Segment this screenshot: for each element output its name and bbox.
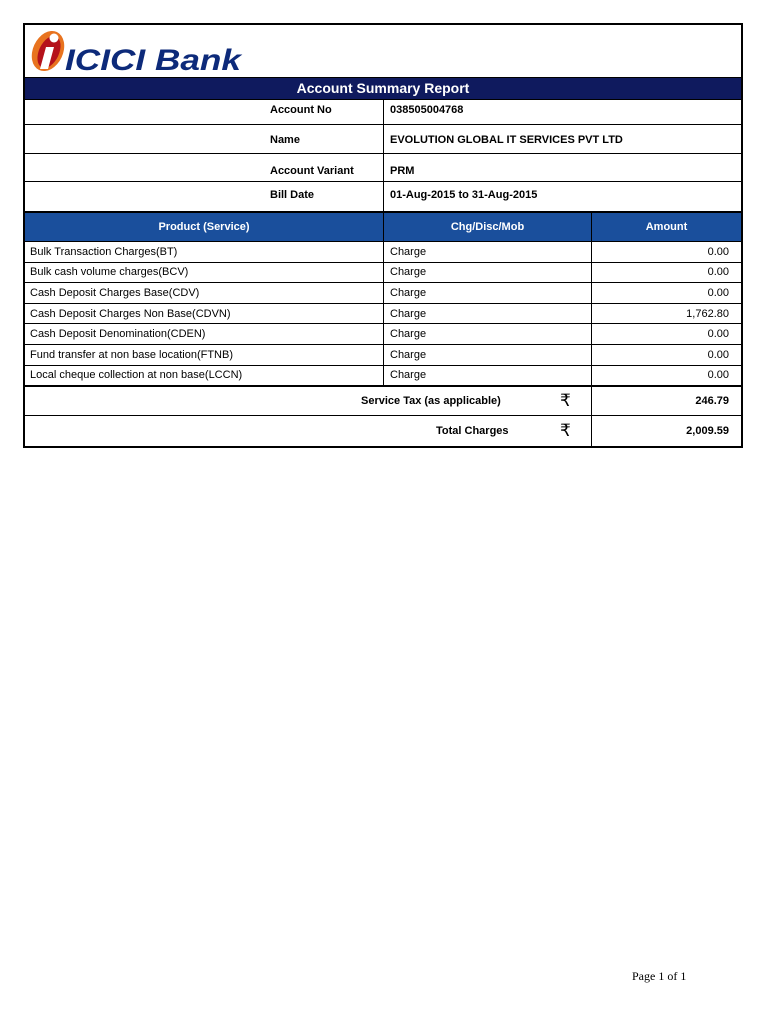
icici-bank-logo [28, 28, 243, 74]
bill-date-value: 01-Aug-2015 to 31-Aug-2015 [390, 189, 538, 201]
table-row [25, 344, 741, 365]
column-header-product: Product (Service) [25, 213, 384, 241]
bill-date-label: Bill Date [270, 189, 315, 201]
account-variant-label: Account Variant [270, 165, 354, 177]
table-row [25, 365, 741, 386]
total-charges-row [25, 415, 741, 446]
type-cell: Charge [384, 345, 592, 365]
charges-table-header [25, 211, 741, 241]
account-name-label: Name [270, 134, 300, 146]
product-cell: Fund transfer at non base location(FTNB) [25, 345, 384, 365]
type-cell: Charge [384, 324, 592, 344]
page-number: Page 1 of 1 [632, 969, 687, 983]
account-variant-value: PRM [390, 165, 415, 177]
report-title: Account Summary Report [25, 78, 741, 99]
header-logo-row [25, 25, 741, 78]
column-header-amount: Amount [645, 221, 688, 233]
service-tax-row [25, 385, 741, 415]
product-cell: Cash Deposit Charges Non Base(CDVN) [25, 304, 384, 324]
account-number-row [25, 99, 741, 124]
amount-cell: 0.00 [707, 328, 729, 341]
table-row [25, 262, 741, 283]
account-summary-report [23, 23, 743, 448]
svg-text:ICICI Bank: ICICI Bank [65, 44, 243, 74]
account-number-label: Account No [270, 104, 332, 116]
total-charges-value: 2,009.59 [686, 425, 729, 438]
service-tax-label: Service Tax (as applicable) [361, 395, 501, 408]
product-cell: Cash Deposit Charges Base(CDV) [25, 283, 384, 303]
amount-cell: 0.00 [707, 245, 729, 258]
service-tax-value: 246.79 [695, 395, 729, 408]
type-cell: Charge [384, 283, 592, 303]
amount-cell: 0.00 [707, 286, 729, 299]
account-number-value: 038505004768 [390, 104, 464, 116]
product-cell: Bulk cash volume charges(BCV) [25, 263, 384, 283]
type-cell: Charge [384, 242, 592, 262]
amount-cell: 0.00 [707, 266, 729, 279]
product-cell: Cash Deposit Denomination(CDEN) [25, 324, 384, 344]
account-variant-row [25, 153, 741, 181]
total-charges-label: Total Charges [436, 425, 509, 438]
amount-cell: 1,762.80 [686, 307, 729, 320]
table-row [25, 303, 741, 324]
type-cell: Charge [384, 304, 592, 324]
account-name-value: EVOLUTION GLOBAL IT SERVICES PVT LTD [390, 134, 623, 146]
amount-cell: 0.00 [707, 348, 729, 361]
type-cell: Charge [384, 263, 592, 283]
account-name-row [25, 124, 741, 153]
type-cell: Charge [384, 366, 592, 386]
column-header-type: Chg/Disc/Mob [384, 213, 592, 241]
rupee-icon: ₹ [560, 421, 571, 442]
bill-date-row [25, 181, 741, 211]
amount-cell: 0.00 [707, 369, 729, 382]
table-row [25, 241, 741, 262]
product-cell: Local cheque collection at non base(LCCN) [25, 366, 384, 386]
table-row [25, 323, 741, 344]
product-cell: Bulk Transaction Charges(BT) [25, 242, 384, 262]
table-row [25, 282, 741, 303]
rupee-icon: ₹ [560, 391, 571, 412]
